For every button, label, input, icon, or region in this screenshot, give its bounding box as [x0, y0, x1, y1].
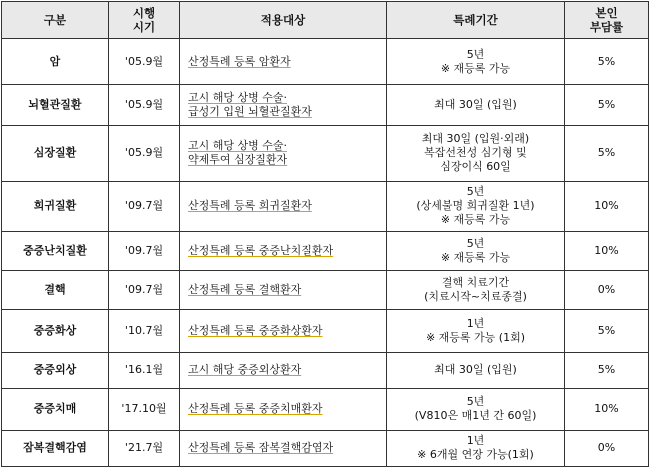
row-period-line: ※ 재등록 가능 (1회)	[425, 330, 526, 344]
row-rate: 10%	[565, 231, 649, 271]
header-rate	[565, 2, 649, 39]
row-time: '10.7월	[109, 309, 180, 352]
row-rate: 5%	[565, 309, 649, 352]
row-period-line: 최대 30일 (입원)	[434, 363, 517, 377]
row-time: '09.7월	[109, 231, 180, 271]
row-target	[180, 39, 387, 85]
row-rate: 5%	[565, 125, 649, 181]
row-period-line: ※ 6개월 연장 가능(1회)	[417, 448, 534, 462]
row-time: '09.7월	[109, 271, 180, 310]
row-target-line: 산정특례 등록 중증난치질환자	[188, 243, 334, 257]
row-target-line: 고시 해당 상병 수술·	[188, 139, 287, 153]
header-rate-line2: 부담률	[589, 20, 624, 34]
row-target-line: 산정특례 등록 중증치매환자	[188, 402, 323, 416]
table-row	[2, 39, 649, 85]
table-row	[2, 430, 649, 466]
row-period-line: 5년	[466, 185, 485, 199]
row-target-line: 산정특례 등록 희귀질환자	[188, 199, 312, 213]
row-target	[180, 231, 387, 271]
row-rate: 5%	[565, 85, 649, 126]
row-target-line: 산정특례 등록 잠복결핵감염자	[188, 441, 334, 455]
special-case-table	[1, 1, 649, 467]
row-period	[387, 352, 565, 388]
row-rate: 10%	[565, 182, 649, 232]
row-category: 뇌혈관질환	[2, 85, 109, 126]
row-period	[387, 271, 565, 310]
header-time	[109, 2, 180, 39]
header-target: 적용대상	[180, 2, 387, 39]
row-rate: 5%	[565, 352, 649, 388]
row-period-line: 5년	[466, 395, 485, 409]
row-target	[180, 388, 387, 430]
row-category: 중증외상	[2, 352, 109, 388]
row-period-line: ※ 재등록 가능	[440, 61, 511, 75]
row-period	[387, 85, 565, 126]
table-row	[2, 388, 649, 430]
row-period	[387, 309, 565, 352]
row-time: '21.7월	[109, 430, 180, 466]
row-target-line: 급성기 입원 뇌혈관질환자	[188, 105, 312, 119]
row-category: 중증난치질환	[2, 231, 109, 271]
row-period	[387, 182, 565, 232]
row-category: 잠복결핵감염	[2, 430, 109, 466]
row-target	[180, 125, 387, 181]
row-category: 희귀질환	[2, 182, 109, 232]
header-time-line1: 시행	[132, 6, 156, 20]
row-rate: 0%	[565, 430, 649, 466]
row-category: 암	[2, 39, 109, 85]
row-period	[387, 125, 565, 181]
table-body	[2, 39, 649, 467]
row-period-line: 5년	[466, 236, 485, 250]
row-period-line: 1년	[466, 316, 485, 330]
row-target-line: 산정특례 등록 결핵환자	[188, 282, 302, 296]
row-time: '17.10월	[109, 388, 180, 430]
table-row	[2, 271, 649, 310]
table-row	[2, 85, 649, 126]
row-period-line: 1년	[466, 434, 485, 448]
row-target	[180, 352, 387, 388]
row-period-line: 결핵 치료기간	[441, 275, 510, 289]
row-target-line: 산정특례 등록 중증화상환자	[188, 323, 323, 337]
row-period	[387, 231, 565, 271]
table-row	[2, 231, 649, 271]
row-period	[387, 430, 565, 466]
row-time: '05.9월	[109, 85, 180, 126]
row-category: 중증치매	[2, 388, 109, 430]
row-target	[180, 309, 387, 352]
row-target-line: 고시 해당 상병 수술·	[188, 91, 287, 105]
row-target	[180, 182, 387, 232]
row-target-line: 약제투여 심장질환자	[188, 153, 288, 167]
table-row	[2, 125, 649, 181]
table-row	[2, 182, 649, 232]
row-rate: 0%	[565, 271, 649, 310]
row-category: 중증화상	[2, 309, 109, 352]
row-period	[387, 388, 565, 430]
row-time: '05.9월	[109, 125, 180, 181]
row-rate: 10%	[565, 388, 649, 430]
row-period-line: 최대 30일 (입원)	[434, 98, 517, 112]
row-rate: 5%	[565, 39, 649, 85]
header-time-line2: 시기	[132, 20, 156, 34]
row-period-line: ※ 재등록 가능	[440, 250, 511, 264]
row-period	[387, 39, 565, 85]
row-period-line: ※ 재등록 가능	[440, 213, 511, 227]
row-period-line: 복잡선천성 심기형 및	[424, 146, 527, 160]
row-time: '16.1월	[109, 352, 180, 388]
row-target-line: 고시 해당 중증외상환자	[188, 363, 302, 377]
row-period-line: 심장이식 60일	[440, 160, 511, 174]
row-period-line: 최대 30일 (입원·외래)	[421, 132, 530, 146]
row-period-line: (치료시작~치료종결)	[424, 289, 527, 303]
row-period-line: (상세불명 희귀질환 1년)	[416, 199, 535, 213]
header-rate-line1: 본인	[595, 6, 618, 20]
header-period: 특례기간	[387, 2, 565, 39]
row-period-line: 5년	[466, 47, 485, 61]
header-category: 구분	[2, 2, 109, 39]
row-target	[180, 85, 387, 126]
row-target-line: 산정특례 등록 암환자	[188, 54, 291, 68]
table-row	[2, 309, 649, 352]
table-row	[2, 352, 649, 388]
row-target	[180, 430, 387, 466]
row-category: 결핵	[2, 271, 109, 310]
row-time: '09.7월	[109, 182, 180, 232]
row-time: '05.9월	[109, 39, 180, 85]
header-row	[2, 2, 649, 39]
row-period-line: (V810은 매1년 간 60일)	[414, 409, 537, 423]
row-target	[180, 271, 387, 310]
row-category: 심장질환	[2, 125, 109, 181]
